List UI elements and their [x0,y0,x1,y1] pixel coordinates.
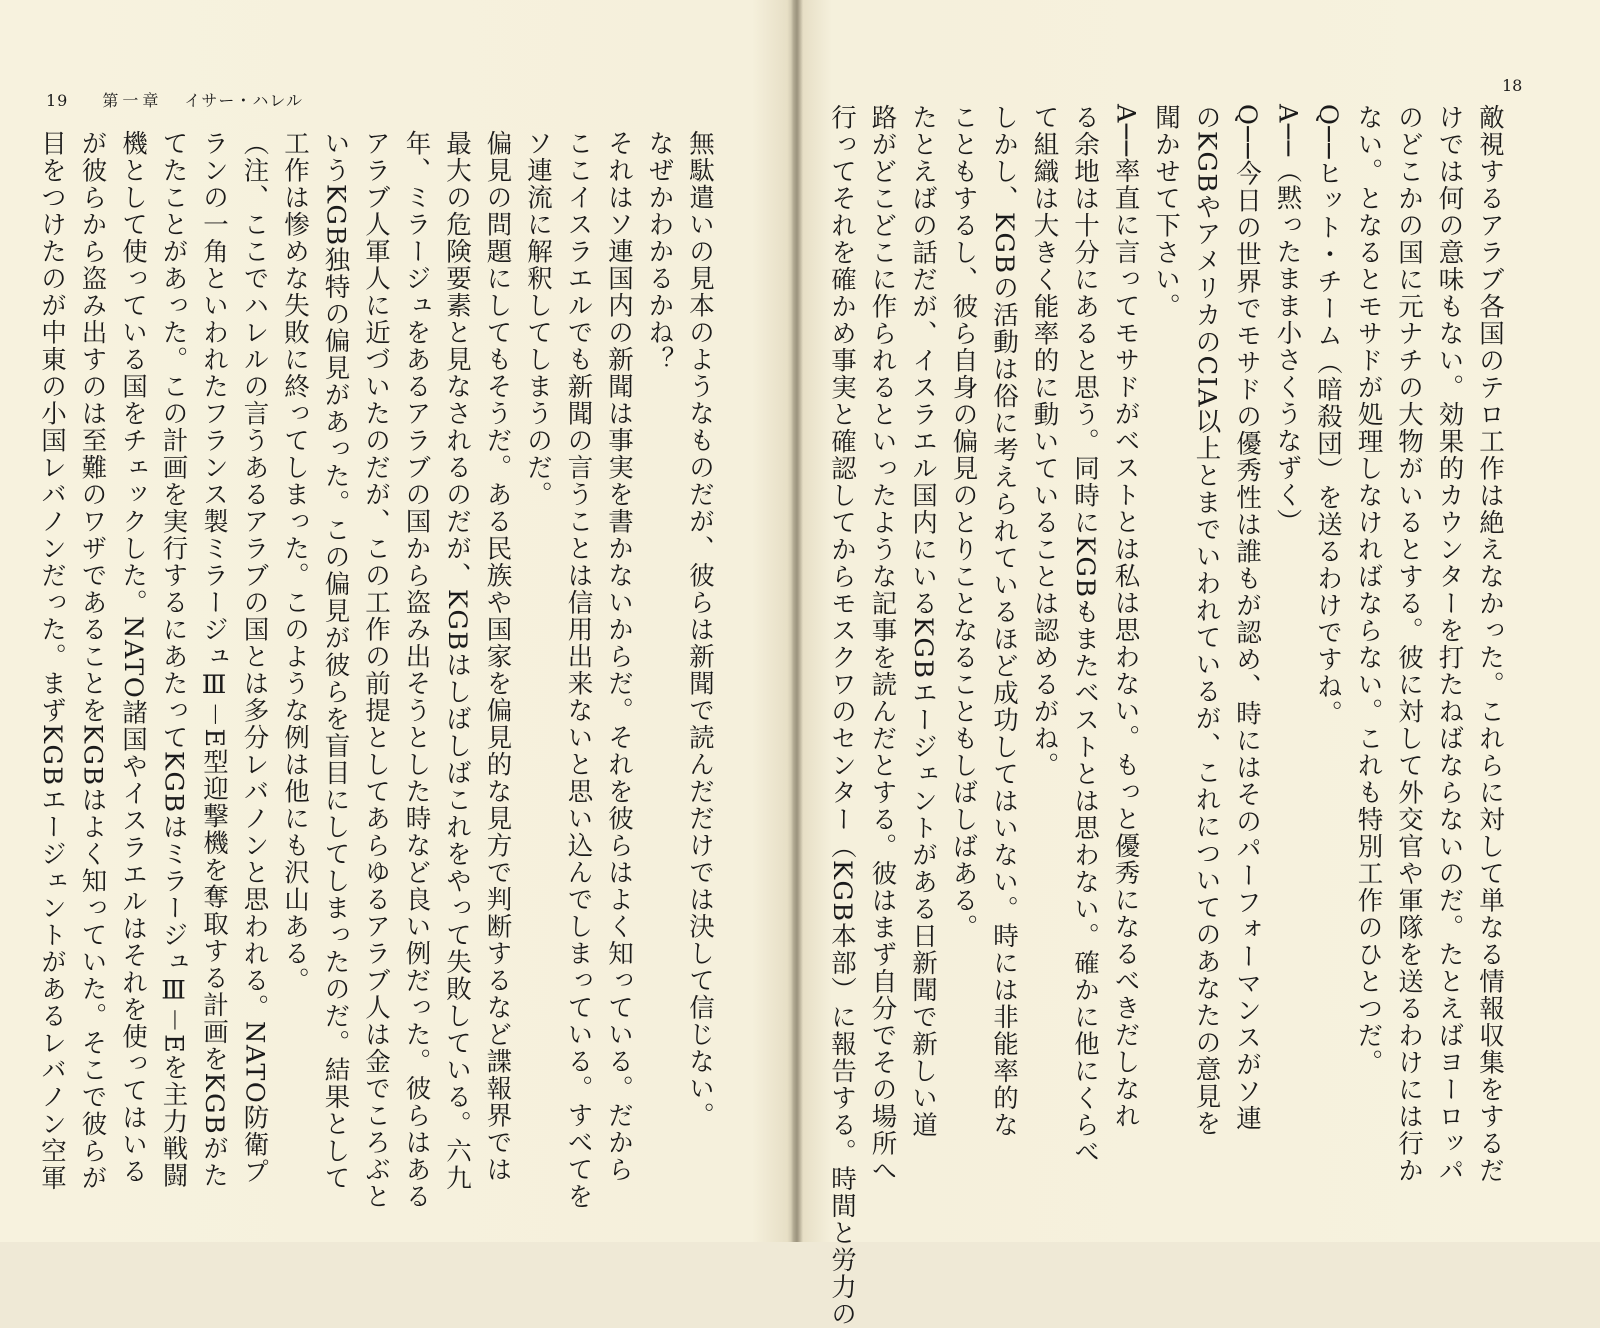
running-head [46,88,303,111]
text-line: アラブ人軍人に近づいたのだが、この工作の前提としてあらゆるアラブ人は金でころぶと [361,130,391,1210]
text-line: る余地は十分にあると思う。同時にKGBもまたベストとは思わない。確かに他にくらべ [1070,104,1100,1166]
text-line: それはソ連国内の新聞は事実を書かないからだ。それを彼らはよく知っている。だから [604,130,634,1183]
text-line: Q──今日の世界でモサドの優秀性は誰もが認め、時にはそのパーフォーマンスがソ連 [1232,104,1262,1133]
text-line: のどこかの国に元ナチの大物がいるとする。彼に対して外交官や軍隊を送るわけには行か [1394,104,1424,1184]
right-page-text [822,104,1511,1328]
text-line: て組織は大きく能率的に動いていることは認めるがね。 [1029,104,1060,779]
text-line: ランの一角といわれたフランス製ミラージュⅢ－E型迎撃機を奪取する計画をKGBがた [199,130,229,1190]
text-line: 行ってそれを確かめ事実と確認してからモスクワのセンター（KGB本部）に報告する。時間と労力の [827,104,857,1328]
text-line: が彼らから盗み出すのは至難のワザであることをKGBはよく知っていた。そこで彼らが [77,130,108,1192]
text-line: のKGBやアメリカのCIA以上とまでいわれているが、これについてのあなたの意見を [1191,104,1222,1138]
text-line: こともするし、彼ら自身の偏見のとりことなることもしばしばある。 [948,104,979,941]
text-line: ここイスラエルでも新聞の言うことは信用出来ないと思い込んでしまっている。すべてを [563,130,594,1210]
text-line: たとえばの話だが、イスラエル国内にいるKGBエージェントがある日新聞で新しい道 [908,104,938,1139]
text-line: 聞かせて下さい。 [1151,104,1181,320]
left-page [0,0,792,1242]
right-page [800,0,1600,1328]
text-line: てたことがあった。この計画を実行するにあたってKGBはミラージュⅢ－Eを主力戦闘 [158,130,189,1190]
text-line: （注、ここでハレルの言うあるアラブの国とは多分レバノンと思われる。NATO防衛プ [239,130,270,1186]
chapter-label: 第一章 [102,91,163,110]
text-line: A──率直に言ってモサドがベストとは私は思わない。もっと優秀になるべきだしなれ [1110,104,1141,1130]
text-line: 機として使っている国をチェックした。NATO諸国やイスラエルはそれを使ってはいる [118,130,148,1186]
left-page-text [32,130,721,1210]
text-line: 偏見の問題にしてもそうだ。ある民族や国家を偏見的な見方で判断するなど諜報界では [482,130,513,1183]
text-line: 無駄遣いの見本のようなものだが、彼らは新聞で読んだだけでは決して信じない。 [685,130,715,1129]
text-line: 路がどこどこに作られるといったような記事を読んだとする。彼はまず自分でその場所へ [867,104,898,1184]
text-line: ない。となるとモサドが処理しなければならない。これも特別工作のひとつだ。 [1353,104,1384,1076]
text-line: Q──ヒット・チーム（暗殺団）を送るわけですね。 [1313,104,1343,728]
chapter-title: イサー・ハレル [184,91,303,110]
text-line: 年、ミラージュをあるアラブの国から盗み出そうとした時など良い例だった。彼らはある [401,130,432,1210]
text-line: なぜかわかるかね？ [644,130,675,373]
text-line: 工作は惨めな失敗に終ってしまった。このような例は他にも沢山ある。 [280,130,310,994]
page-number-right: 18 [1502,76,1523,95]
text-line: 敵視するアラブ各国のテロ工作は絶えなかった。これらに対して単なる情報収集をするだ [1475,104,1505,1184]
page-number-left: 19 [46,91,69,110]
text-line: けでは何の意味もない。効果的カウンターを打たねばならないのだ。たとえばヨーロッパ [1434,104,1465,1184]
text-line: 最大の危険要素と見なされるのだが、KGBはしばしばこれをやって失敗している。六九 [442,130,472,1192]
text-line: しかし、KGBの活動は俗に考えられているほど成功してはいない。時には非能率的な [989,104,1019,1139]
text-line: 目をつけたのが中東の小国レバノンだった。まずKGBエージェントがあるレバノン空軍 [37,130,67,1192]
text-line: いうKGB独特の偏見があった。この偏見が彼らを盲目にしてしまったのだ。結果として [320,130,351,1192]
text-line: A──（黙ったまま小さくうなずく） [1272,104,1303,536]
text-line: ソ連流に解釈してしまうのだ。 [523,130,553,508]
